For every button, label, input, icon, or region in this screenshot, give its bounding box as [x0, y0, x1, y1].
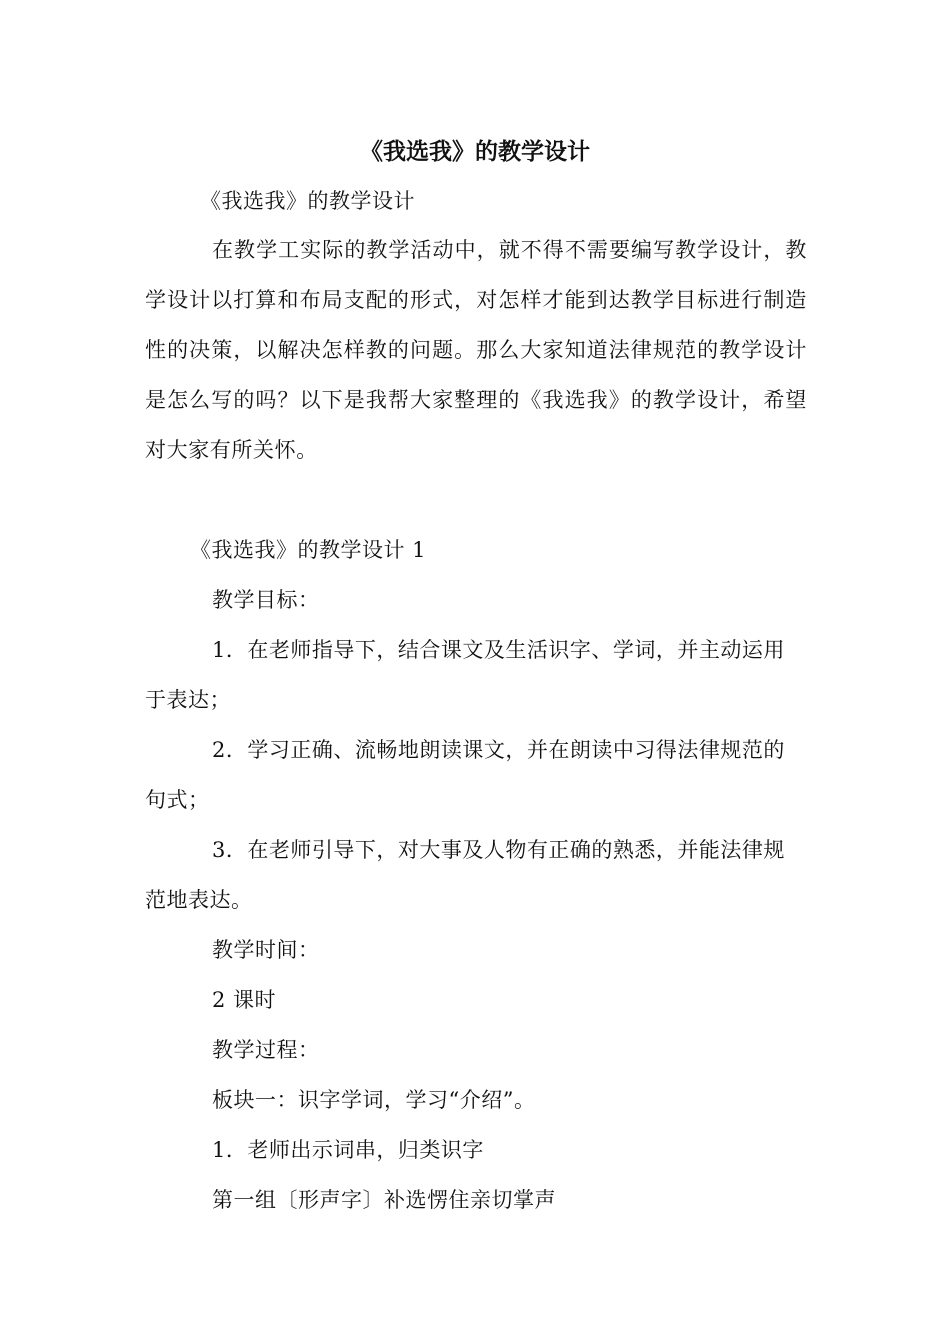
document-title: 《我选我》的教学设计: [360, 138, 590, 165]
goal-2-line-1: 2．学习正确、流畅地朗读课文，并在朗读中习得法律规范的: [212, 738, 785, 762]
section-heading: 《我选我》的教学设计 1: [190, 538, 427, 562]
goal-1-line-1: 1．在老师指导下，结合课文及生活识字、学词，并主动运用: [212, 638, 785, 662]
document-subtitle: 《我选我》的教学设计: [200, 189, 415, 213]
block-1-heading: 板块一：识字学词，学习“介绍”。: [212, 1088, 536, 1112]
step-1: 1．老师出示词串，归类识字: [212, 1138, 484, 1162]
goals-label: 教学目标：: [212, 588, 320, 612]
goal-1-line-2: 于表达；: [145, 688, 231, 712]
goal-2-line-2: 句式；: [145, 788, 210, 812]
goal-3-line-2: 范地表达。: [145, 888, 253, 912]
time-value: 2 课时: [212, 988, 277, 1012]
group-1: 第一组〔形声字〕补选愣住亲切掌声: [212, 1188, 556, 1212]
time-label: 教学时间：: [212, 938, 320, 962]
goal-3-line-1: 3．在老师引导下，对大事及人物有正确的熟悉，并能法律规: [212, 838, 785, 862]
intro-paragraph: 在教学工实际的教学活动中，就不得不需要编写教学设计，教学设计以打算和布局支配的形式，对怎样才能到达教学目标进行制造性的决策，以解决怎样教的问题。那么大家知道法律规范的教学设计是怎么写的吗？以下是我帮大家整理的《我选我》的教学设计，希望对大家有所关怀。: [145, 238, 807, 462]
process-label: 教学过程：: [212, 1038, 320, 1062]
